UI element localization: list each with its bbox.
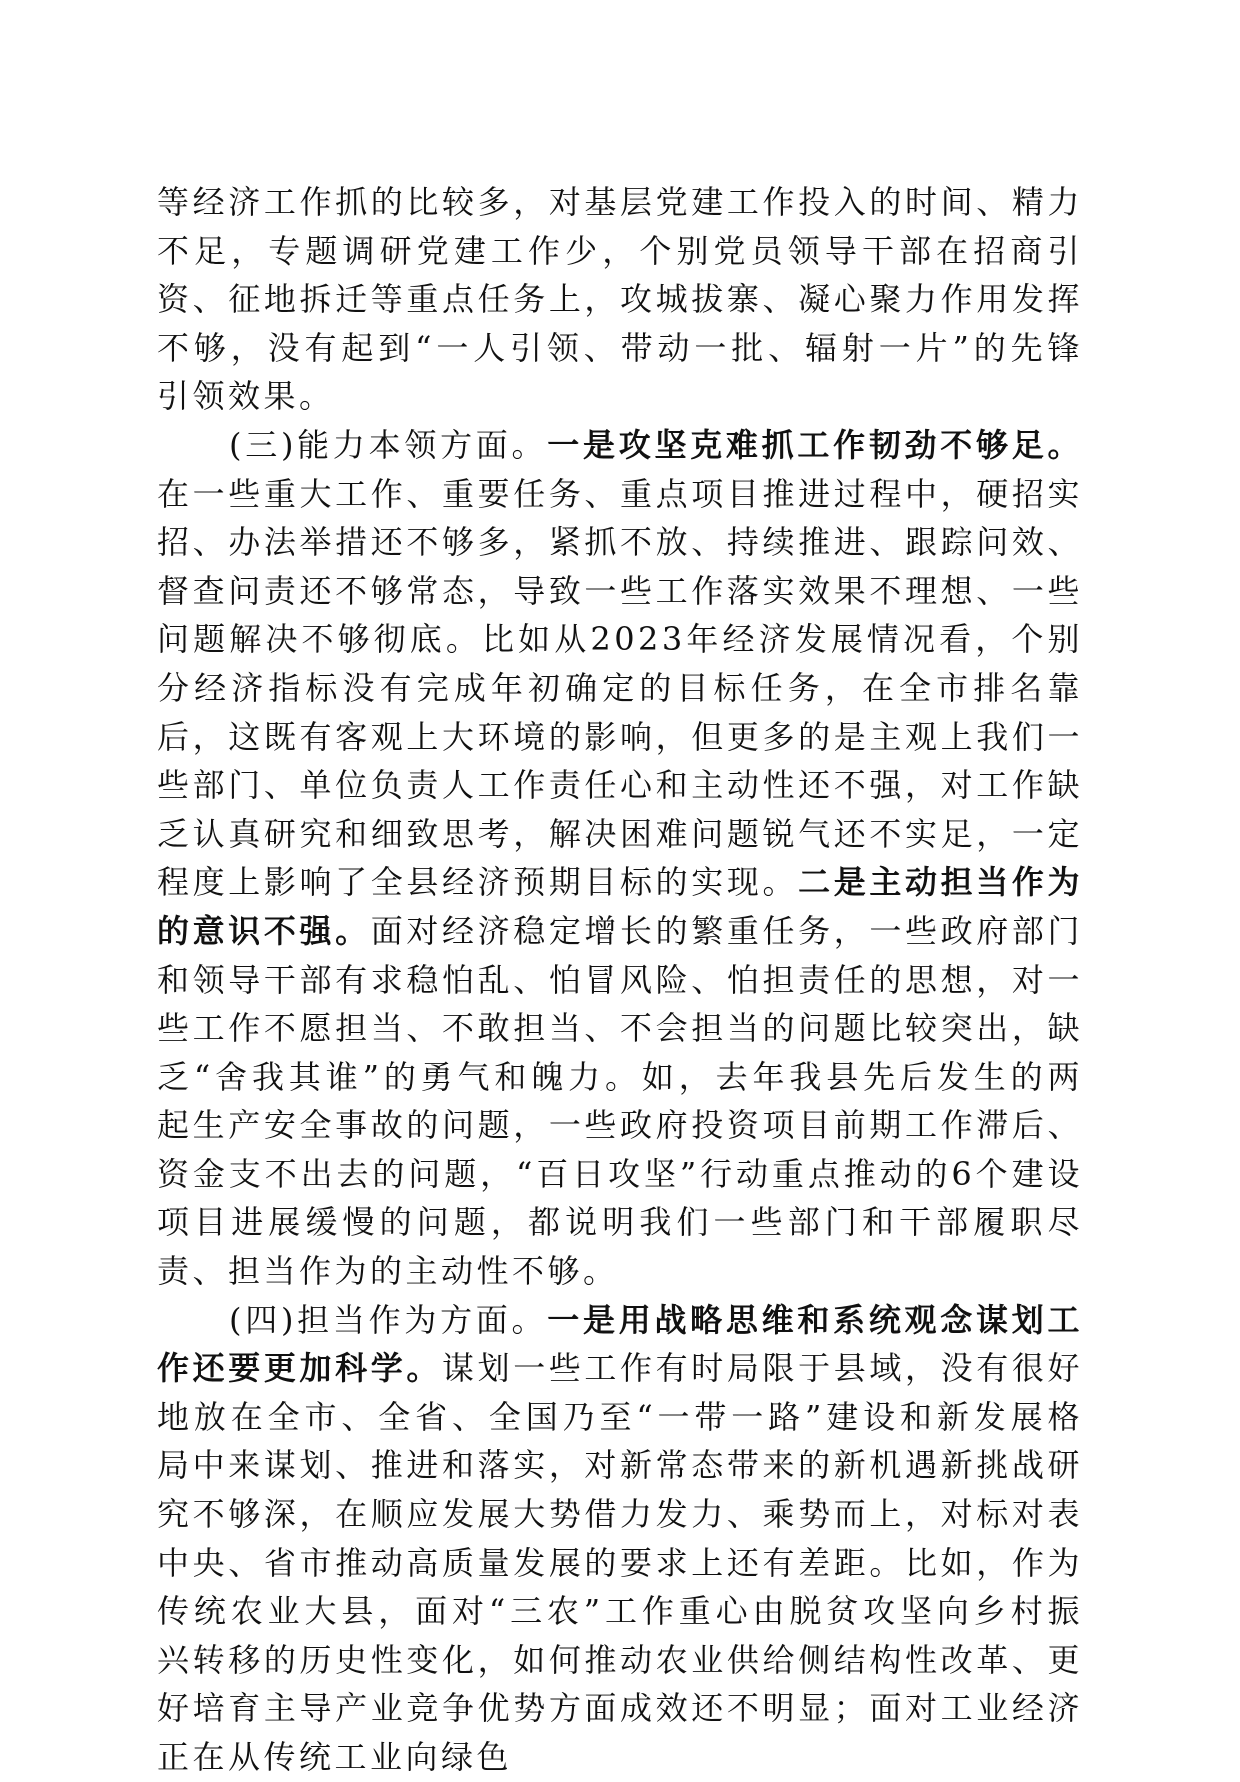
paragraph-3-text: 谋划一些工作有时局限于县域，没有很好地放在全市、全省、全国乃至“一带一路”建设和新发展格局中来谋划、推进和落实，对新常态带来的新机遇新挑战研究不够深，在顺应发展大势借力发力、乘势而上，对标对表中央、省市推动高质量发展的要求上还有差距。比如，作为传统农业大县，面对“三农”工作重心由脱贫攻坚向乡村振兴转移的历史性变化，如何推动农业供给侧结构性改革、更好培育主导产业竞争优势方面成效还不明显；面对工业经济正在从传统工业向绿色 bbox=[157, 1349, 1083, 1776]
paragraph-1 bbox=[157, 178, 1083, 421]
paragraph-1-text: 等经济工作抓的比较多，对基层党建工作投入的时间、精力不足，专题调研党建工作少，个别党员领导干部在招商引资、征地拆迁等重点任务上，攻城拔寨、凝心聚力作用发挥不够，没有起到“一人引领、带动一批、辐射一片”的先锋引领效果。 bbox=[157, 183, 1083, 416]
section-heading-ability: (三)能力本领方面。 bbox=[229, 425, 548, 464]
paragraph-2 bbox=[157, 421, 1083, 1296]
paragraph-2-text-a: 在一些重大工作、重要任务、重点项目推进过程中，硬招实招、办法举措还不够多，紧抓不放、持续推进、跟踪问效、督查问责还不够常态，导致一些工作落实效果不理想、一些问题解决不够彻底。比如从2023年经济发展情况看，个别分经济指标没有完成年初确定的目标任务，在全市排名靠后，这既有客观上大环境的影响，但更多的是主观上我们一些部门、单位负责人工作责任心和主动性还不强，对工作缺乏认真研究和细致思考，解决困难问题锐气还不实足，一定程度上影响了全县经济预期目标的实现。 bbox=[157, 474, 1083, 902]
bold-point-3: 一是用战略思维和系统观念谋划工作还要更加科学。 bbox=[157, 1300, 1083, 1388]
bold-point-1: 一是攻坚克难抓工作韧劲不够足。 bbox=[547, 425, 1083, 464]
paragraph-3 bbox=[157, 1296, 1083, 1782]
bold-point-2: 二是主动担当作为的意识不强。 bbox=[157, 863, 1083, 950]
paragraph-2-text-b: 面对经济稳定增长的繁重任务，一些政府部门和领导干部有求稳怕乱、怕冒风险、怕担责任的思想，对一些工作不愿担当、不敢担当、不会担当的问题比较突出，缺乏“舍我其谁”的勇气和魄力。如，去年我县先后发生的两起生产安全事故的问题，一些政府投资项目前期工作滞后、资金支不出去的问题，“百日攻坚”行动重点推动的6个建设项目进展缓慢的问题，都说明我们一些部门和干部履职尽责、担当作为的主动性不够。 bbox=[157, 911, 1083, 1291]
document-body bbox=[157, 178, 1083, 1782]
section-heading-responsibility: (四)担当作为方面。 bbox=[229, 1300, 548, 1339]
